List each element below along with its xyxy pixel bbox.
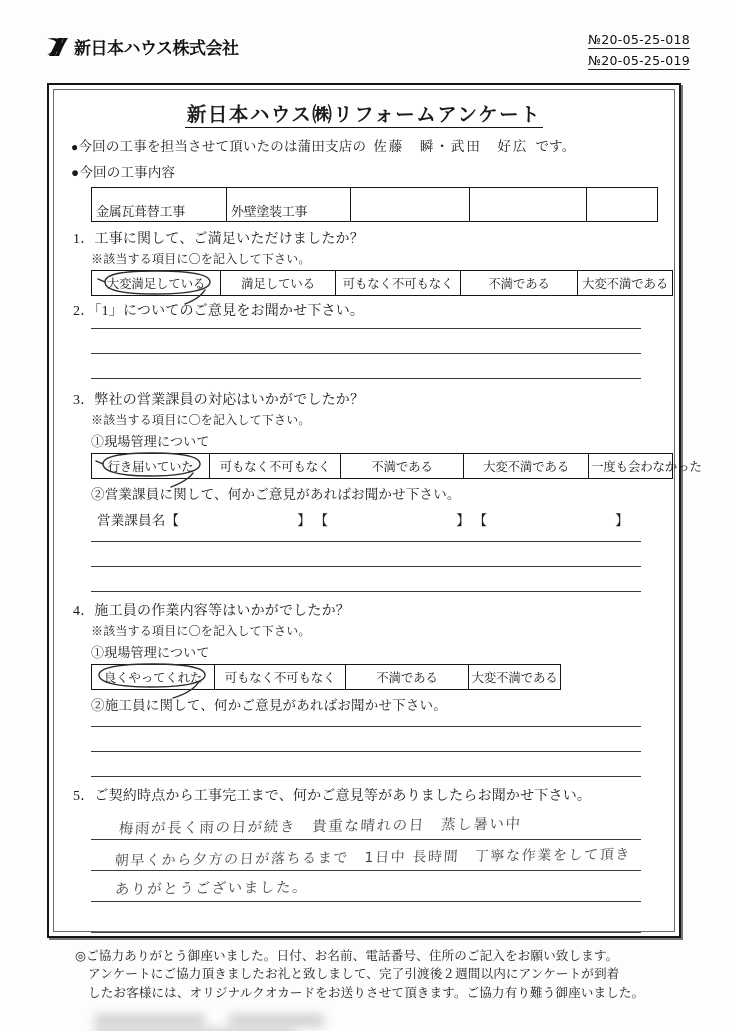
- intro-staff-names: 佐藤 瞬・武田 好広: [373, 139, 529, 154]
- sales-staff-name-row: [97, 509, 661, 529]
- q1-option-1[interactable]: 満足している: [221, 271, 336, 296]
- page-title: [67, 99, 661, 127]
- page-title-text: 新日本ハウス㈱リフォームアンケート: [186, 105, 542, 126]
- work-content-table: [91, 187, 658, 222]
- document-number-2: №20-05-25-019: [587, 53, 690, 68]
- table-row: [92, 188, 658, 222]
- bracket-open-1: 【: [165, 513, 180, 528]
- question-4-subheading: ①現場管理について: [91, 645, 210, 660]
- question-2-text: 「1」についてのご意見をお聞かせ下さい。: [94, 304, 365, 319]
- answer-line[interactable]: [91, 902, 641, 933]
- question-4-options: [91, 664, 561, 690]
- intro-suffix: です。: [535, 139, 576, 154]
- answer-line[interactable]: [91, 726, 641, 727]
- question-4-answer-lines: [67, 726, 661, 777]
- work-cell-1[interactable]: 金属瓦葺替工事: [92, 188, 227, 222]
- form-frame: [47, 83, 702, 1000]
- work-cell-2[interactable]: 外壁塗装工事: [227, 188, 351, 222]
- work-cell-3[interactable]: [351, 188, 470, 222]
- swoosh-logo-icon: [44, 35, 70, 59]
- intro-prefix: 今回の工事を担当させて頂いたのは: [78, 139, 298, 154]
- answer-line[interactable]: [91, 541, 641, 542]
- question-5-text: ご契約時点から工事完工まで、何かご意見等がありましたらお聞かせ下さい。: [94, 789, 592, 804]
- question-3-heading: [73, 389, 661, 409]
- question-1-text: 工事に関して、ご満足いただけましたか？: [94, 232, 364, 247]
- q1-option-0-label: 大変満足している: [106, 277, 206, 291]
- question-3-answer-lines: [67, 541, 661, 592]
- sales-staff-name-label: 営業課員名: [97, 513, 166, 528]
- question-1-note: ※該当する項目に〇を記入して下さい。: [91, 252, 311, 266]
- table-row: [92, 454, 673, 479]
- handwritten-text-3: ありがとうございました。: [114, 879, 309, 899]
- q1-option-4[interactable]: 大変不満である: [578, 271, 673, 296]
- question-4-sub2: ②施工員に関して、何かご意見があればお聞かせ下さい。: [91, 698, 447, 713]
- page-header: [44, 32, 690, 80]
- question-5-heading: [73, 785, 661, 805]
- handwritten-text-1: 梅雨が長く雨の日が続き 貴重な晴れの日 蒸し暑い中: [118, 816, 523, 838]
- answer-line[interactable]: [91, 378, 641, 379]
- question-1-heading: [73, 228, 661, 248]
- answer-line[interactable]: [91, 566, 641, 567]
- q3-option-1[interactable]: 可もなく不可もなく: [210, 454, 341, 479]
- document-numbers: [588, 32, 690, 74]
- question-2-answer-lines: [67, 328, 661, 379]
- q1-option-3[interactable]: 不満である: [461, 271, 578, 296]
- question-4-text: 施工員の作業内容等はいかがでしたか？: [94, 604, 351, 619]
- answer-line[interactable]: [91, 591, 641, 592]
- answer-line[interactable]: [91, 871, 641, 902]
- answer-line[interactable]: [91, 328, 641, 329]
- question-4-note: ※該当する項目に〇を記入して下さい。: [91, 624, 311, 638]
- work-cell-5[interactable]: [587, 188, 658, 222]
- question-4-number: 4．: [73, 604, 95, 619]
- answer-line[interactable]: [91, 809, 641, 840]
- question-2-heading: [73, 300, 661, 320]
- question-1-number: 1．: [73, 232, 95, 247]
- q3-option-4[interactable]: 一度も会わなかった: [589, 454, 673, 479]
- question-3-subheading: ①現場管理について: [91, 434, 210, 449]
- q3-option-0[interactable]: [92, 454, 210, 479]
- q1-option-2[interactable]: 可もなく不可もなく: [336, 271, 461, 296]
- q4-option-0[interactable]: [92, 665, 215, 690]
- question-4-heading: [73, 600, 661, 620]
- bracket-close-2: 】: [456, 513, 470, 528]
- answer-line[interactable]: [91, 840, 641, 871]
- work-content-heading: ●今回の工事内容: [71, 165, 176, 180]
- answer-line[interactable]: [91, 776, 641, 777]
- bracket-close-1: 】: [297, 513, 311, 528]
- answer-line[interactable]: [91, 353, 641, 354]
- footer-note: [75, 947, 651, 1002]
- footer-note-line-1: ◎ご協力ありがとう御座いました。日付、お名前、電話番号、住所のご記入をお願い致します。: [75, 949, 619, 963]
- q3-option-0-label: 行き届いていた: [107, 460, 194, 474]
- question-5-number: 5．: [73, 789, 95, 804]
- q4-option-3[interactable]: 大変不満である: [469, 665, 561, 690]
- question-3-number: 3．: [73, 393, 95, 408]
- bracket-close-3: 】: [615, 513, 629, 528]
- table-row: [92, 271, 673, 296]
- intro-middle: の: [352, 139, 367, 154]
- redacted-personal-info: [77, 1012, 649, 1031]
- intro-bullet-icon: ●: [71, 140, 79, 154]
- company-logo: [44, 34, 239, 59]
- question-3-sub2: ②営業課員に関して、何かご意見があればお聞かせ下さい。: [91, 487, 461, 502]
- form-inner: [53, 89, 702, 1000]
- q3-option-3[interactable]: 大変不満である: [464, 454, 589, 479]
- intro-line: [71, 135, 661, 155]
- q4-option-1[interactable]: 可もなく不可もなく: [215, 665, 346, 690]
- q4-option-2[interactable]: 不満である: [346, 665, 469, 690]
- q4-option-0-label: 良くやってくれた: [103, 671, 203, 685]
- work-cell-4[interactable]: [470, 188, 587, 222]
- question-3-text: 弊社の営業課員の対応はいかがでしたか？: [94, 393, 365, 408]
- intro-branch: 蒲田支店: [297, 139, 353, 154]
- question-5-answer-area: [67, 809, 661, 933]
- handwritten-text-2: 朝早くから夕方の日が落ちるまで 1日中 長時間 丁寧な作業をして頂き: [114, 846, 632, 870]
- answer-line[interactable]: [91, 751, 641, 752]
- table-row: [92, 665, 561, 690]
- company-name: 新日本ハウス株式会社: [74, 39, 239, 59]
- question-3-options: [91, 453, 702, 479]
- q1-option-0[interactable]: [92, 271, 221, 296]
- document-number-1: №20-05-25-018: [587, 32, 690, 47]
- q3-option-2[interactable]: 不満である: [341, 454, 464, 479]
- bracket-open-3: 【: [473, 513, 488, 528]
- bracket-open-2: 【: [314, 513, 329, 528]
- question-2-number: 2．: [73, 304, 95, 319]
- footer-note-line-2: アンケートにご協力頂きましたお礼と致しまして、完了引渡後２週間以内にアンケートが到着: [88, 967, 620, 982]
- question-1-options: [91, 270, 673, 296]
- question-3-note: ※該当する項目に〇を記入して下さい。: [91, 413, 311, 427]
- footer-note-line-3: したお客様には、オリジナルクオカードをお送りさせて頂きます。ご協力有り難う御座いました。: [88, 985, 645, 1000]
